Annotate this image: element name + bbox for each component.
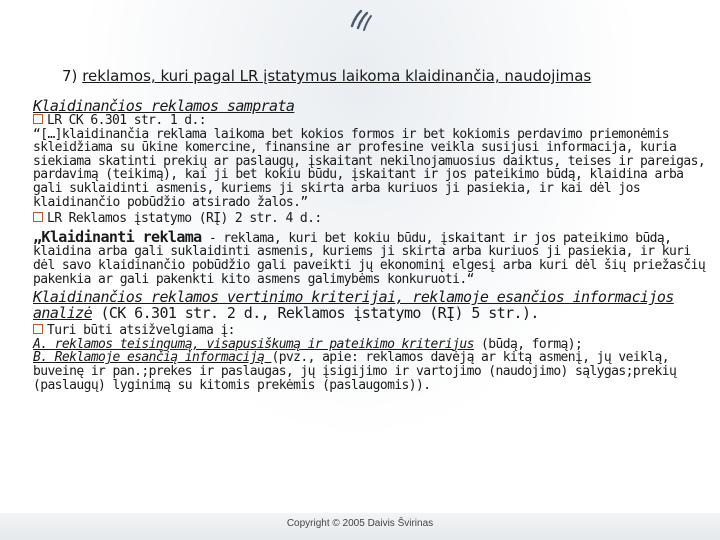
criteria-intro: Turi būti atsižvelgiama į: bbox=[47, 323, 235, 339]
heading-number: 7) bbox=[62, 67, 78, 85]
square-bullet-icon bbox=[33, 114, 43, 124]
section1-title: Klaidinančios reklamos samprata bbox=[33, 97, 295, 115]
criterion-a-label: A. reklamos teisingumą, visapusiškumą ir pateikimo kriterijus bbox=[33, 336, 474, 352]
square-bullet-icon bbox=[33, 324, 43, 334]
criterion-b-label: B. Reklamoje esančią informaciją bbox=[33, 350, 272, 366]
ck-label: LR CK 6.301 str. 1 d.: bbox=[47, 113, 206, 128]
criterion-a-text: (būdą, formą); bbox=[473, 336, 583, 352]
slide-content bbox=[33, 98, 708, 392]
section2-title-suffix: (CK 6.301 str. 2 d., Reklamos įstatymo (RĮ) 5 str.). bbox=[92, 304, 539, 323]
ck-definition: “[…]klaidinančia reklama laikoma bet kokios formos ir bet kokiomis perdavimo priemonėmis skleidžiama su ūkine komercine, finansine ar profesine veikla susijusi informacija, kuria siekiama skatinti prekių ar paslaugų, įskaitant nekilnojamuosius daiktus, teises ir pareigas, pardavimą (teikimą), kai ji bet kokiu būdu, įskaitant ir jos pateikimo būdą, klaidina arba gali suklaidinti asmenis, kuriems ji skirta arba kuriuos ji pasiekia, ir kai dėl jos klaidinančio pobūdžio atsirado žalos.” bbox=[33, 126, 706, 210]
square-bullet-icon bbox=[33, 212, 43, 222]
section2-title: Klaidinančios reklamos vertinimo kriterijai, reklamoje esančios informacijos analizė bbox=[33, 288, 674, 323]
heading-text: reklamos, kuri pagal LR įstatymus laikoma klaidinančia, naudojimas bbox=[82, 67, 592, 85]
copyright-footer: Copyright © 2005 Daivis Švirinas bbox=[286, 518, 434, 529]
criterion-b-text: (pvz., apie: reklamos davėją ar kitą asmenį, jų veiklą, buveinę ir pan.;prekes ir paslaugas, jų įsigijimo ir vartojimo (naudojimo) sąlygas;prekių (paslaugų) lyginimą su kitomis prekėmis (paslaugomis)). bbox=[33, 350, 677, 393]
ri-definition: - reklama, kuri bet kokiu būdu, įskaitant ir jos pateikimo būdą, klaidina arba gali suklaidinti asmenis, kuriems ji skirta arba kuriuos ji pasiekia, ir kuri dėl savo klaidinančio pobūdžio gali paveikti jų ekonominį elgesį arba kuri dėl šių priežasčių pakenkia ar gali pakenkti kito asmens galimybėms konkuruoti.“ bbox=[33, 230, 706, 287]
ri-label: LR Reklamos įstatymo (RĮ) 2 str. 4 d.: bbox=[47, 211, 322, 227]
slide-heading bbox=[62, 66, 712, 86]
feather-logo-icon bbox=[330, 2, 390, 42]
ri-lead-term: „Klaidinanti reklama bbox=[33, 227, 202, 246]
